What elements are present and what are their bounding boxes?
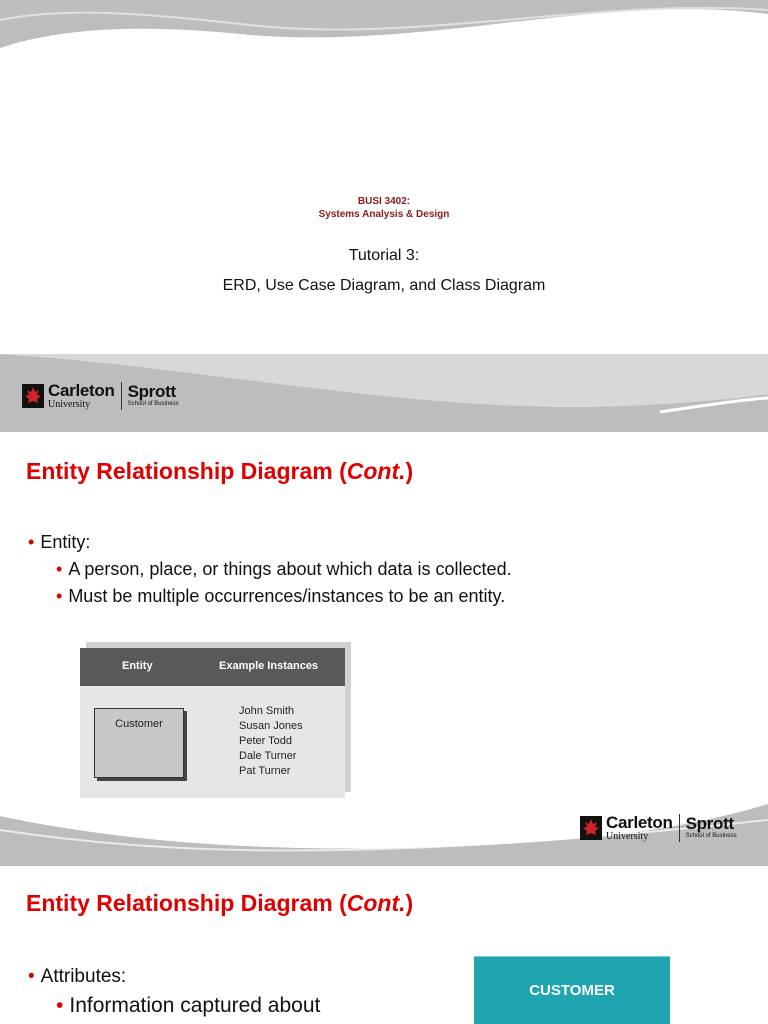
logo-divider (121, 382, 122, 410)
instance-list (239, 704, 303, 779)
entity-example-figure (80, 648, 345, 798)
bullet-information (56, 994, 320, 1018)
bullet-multiple (56, 586, 505, 607)
logo-university-text: University (606, 830, 649, 842)
logo-school-text: School of Business (127, 400, 179, 407)
course-name: Systems Analysis & Design (318, 209, 450, 220)
tutorial-subtitle: ERD, Use Case Diagram, and Class Diagram (222, 277, 546, 294)
instance-item: Peter Todd (239, 735, 293, 747)
bullet-text: Must be multiple occurrences/instances to be an entity. (68, 586, 506, 606)
carleton-sprott-logo (22, 382, 179, 410)
attributes-slide (0, 866, 768, 1024)
logo-divider (679, 814, 680, 842)
instance-item: Pat Turner (239, 765, 291, 777)
bullet-definition (56, 559, 512, 580)
logo-carleton-text: Carleton (48, 380, 115, 400)
bullet-text: Attributes: (40, 966, 127, 987)
slide-heading (26, 458, 413, 485)
customer-entity-label: CUSTOMER (529, 982, 615, 999)
heading-end: ) (405, 890, 414, 916)
entity-slide (0, 432, 768, 866)
figure-header (80, 648, 345, 686)
bullet-dot: • (28, 532, 35, 552)
header-example-instances: Example Instances (219, 660, 319, 672)
logo-university-text: University (48, 398, 91, 410)
bullet-text: Information captured about (69, 994, 321, 1017)
entity-rectangle (94, 708, 184, 778)
instance-item: John Smith (239, 705, 295, 717)
bullet-text: Entity: (40, 532, 91, 552)
logo-carleton-text: Carleton (606, 812, 673, 832)
heading-main: Entity Relationship Diagram ( (26, 458, 347, 484)
heading-end: ) (405, 458, 414, 484)
logo-school-text: School of Business (685, 832, 737, 839)
heading-emphasis: Cont. (346, 458, 406, 484)
header-entity: Entity (122, 660, 153, 672)
heading-emphasis: Cont. (346, 890, 406, 916)
bullet-dot: • (56, 559, 63, 579)
maple-leaf-icon (22, 384, 44, 408)
instance-item: Susan Jones (239, 720, 303, 732)
course-code: BUSI 3402: (357, 196, 411, 207)
customer-entity-box (474, 956, 670, 1024)
slide-heading (26, 890, 413, 917)
bullet-dot: • (56, 586, 63, 606)
instance-item: Dale Turner (239, 750, 297, 762)
logo-sprott-text: Sprott (127, 381, 176, 401)
heading-main: Entity Relationship Diagram ( (26, 890, 347, 916)
maple-leaf-icon (580, 816, 602, 840)
bullet-entity (28, 532, 90, 553)
bullet-attributes (28, 966, 126, 988)
bullet-dot: • (56, 994, 64, 1017)
bullet-dot: • (28, 966, 35, 987)
logo-sprott-text: Sprott (685, 813, 734, 833)
title-slide (0, 0, 768, 432)
entity-customer-label: Customer (115, 718, 163, 730)
carleton-sprott-logo (580, 814, 737, 842)
tutorial-number: Tutorial 3: (348, 247, 420, 264)
bullet-text: A person, place, or things about which data is collected. (68, 559, 512, 579)
top-wave-decoration (0, 0, 768, 62)
